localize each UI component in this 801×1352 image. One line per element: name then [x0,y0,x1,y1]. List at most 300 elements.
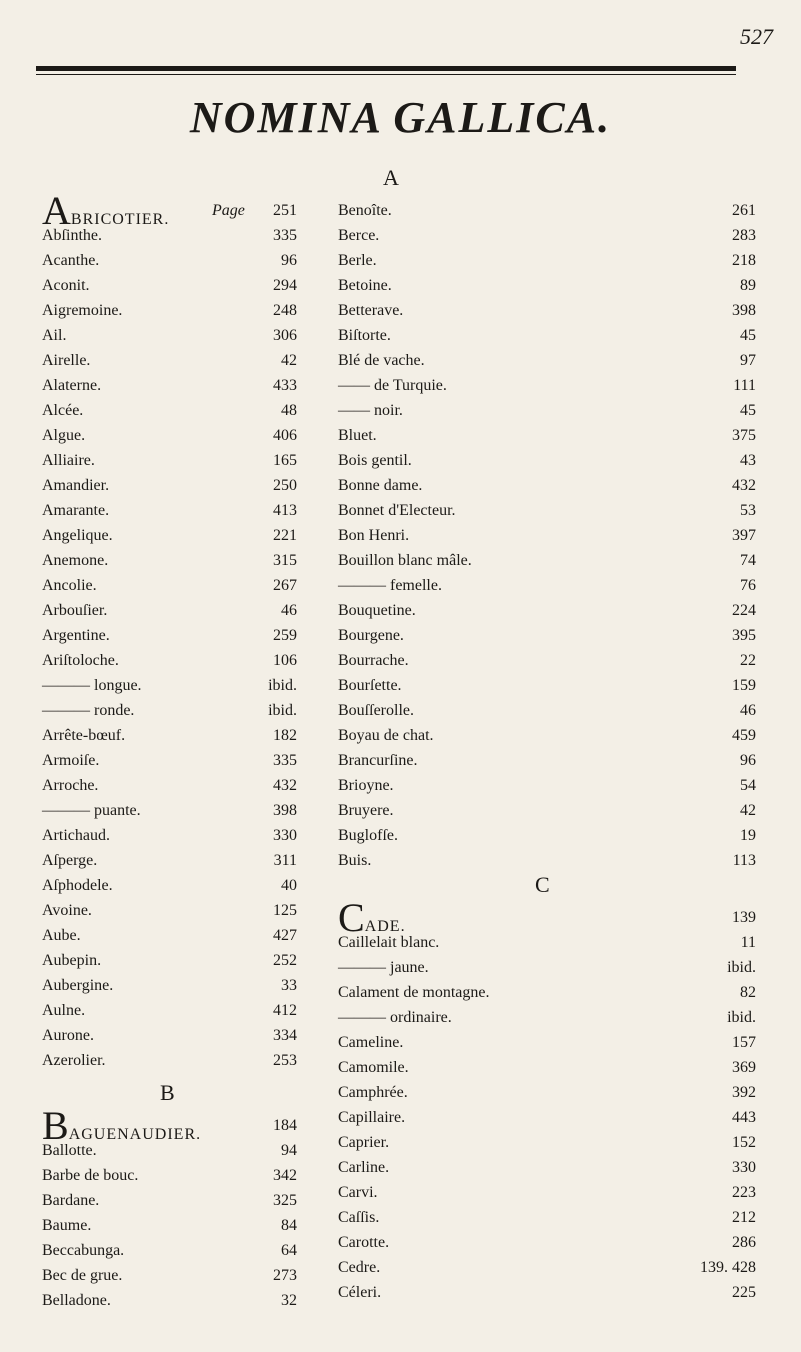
entry-page: 392 [732,1084,756,1101]
entry-term-text: Cedre. [338,1259,381,1276]
entry-term [42,698,134,723]
entry-term [338,980,490,1005]
index-entry [42,748,297,773]
entry-term-text: Boyau de chat. [338,727,434,744]
entry-page: 335 [273,227,297,244]
entry-term [338,423,377,448]
entry-page: 113 [732,852,756,869]
entry-term-text: BRICOTIER. [70,211,170,228]
entry-page: 259 [273,627,297,644]
entry-page: 157 [732,1034,756,1051]
entry-page: 261 [732,202,756,219]
entry-term [42,1188,99,1213]
entry-term-text: Ariſtoloche. [42,652,119,669]
entry-term [42,998,85,1023]
index-entry [42,623,297,648]
entry-term [42,723,125,748]
index-entry [42,548,297,573]
entry-term [42,573,97,598]
index-entry [42,1263,297,1288]
entry-term-text: Caillelait blanc. [338,934,440,951]
drop-initial: A [42,188,71,233]
entry-page: 96 [740,752,756,769]
entry-page: 42 [740,802,756,819]
index-entry [42,398,297,423]
entry-term-text: ——— femelle. [338,577,442,594]
entry-page: 252 [273,952,297,969]
entry-page: 315 [273,552,297,569]
index-entry [42,448,297,473]
header-rule-thin [36,74,736,75]
index-entry [338,473,756,498]
index-entry [42,673,297,698]
left-column-b [42,1103,297,1313]
entry-term [338,1155,389,1180]
entry-term [338,823,398,848]
entry-term-text: Bourgene. [338,627,404,644]
entry-term-text: Blé de vache. [338,352,425,369]
page-title: NOMINA GALLICA. [189,93,612,142]
entry-term [42,1138,97,1163]
index-entry [338,1255,756,1280]
section-letter-a: A [383,165,399,190]
entry-term [42,1288,111,1313]
entry-term [338,523,409,548]
entry-page: 427 [273,927,297,944]
entry-term [338,1055,409,1080]
entry-term-text: Amarante. [42,502,110,519]
entry-page: 330 [273,827,297,844]
entry-page: 46 [281,602,297,619]
index-entry [42,523,297,548]
entry-term [338,1255,380,1280]
entry-term-text: Barbe de bouc. [42,1167,139,1184]
index-entry [42,1048,297,1073]
entry-term-text: ——— ronde. [42,702,135,719]
entry-page: 398 [273,802,297,819]
right-column-b [338,198,756,873]
entry-page: 398 [732,302,756,319]
index-entry [338,348,756,373]
entry-page: 125 [273,902,297,919]
entry-page: 165 [273,452,297,469]
index-entry [42,923,297,948]
entry-term [42,973,113,998]
entry-term [338,1005,452,1030]
entry-term [338,1205,379,1230]
entry-term-text: Bois gentil. [338,452,412,469]
entry-page: 251 [273,202,297,219]
entry-page: 406 [273,427,297,444]
index-entry [42,298,297,323]
index-entry [338,223,756,248]
entry-page: 433 [273,377,297,394]
entry-page: 311 [273,852,297,869]
entry-term [338,273,392,298]
index-entry [338,623,756,648]
entry-term [338,223,379,248]
index-entry [338,248,756,273]
entry-term [338,1180,378,1205]
entry-term [42,898,92,923]
index-entry [42,423,297,448]
entry-term [42,773,98,798]
index-entry [42,1138,297,1163]
entry-term [42,623,110,648]
entry-term-text: Bourrache. [338,652,409,669]
entry-term-text: —— de Turquie. [338,377,447,394]
index-entry [42,1103,297,1148]
page-number: 527 [740,24,773,49]
index-entry [42,1188,297,1213]
index-entry [338,1205,756,1230]
entry-page: 159 [732,677,756,694]
entry-term-text: —— noir. [338,402,403,419]
entry-page: 443 [732,1109,756,1126]
index-entry [338,648,756,673]
entry-page: 40 [281,877,297,894]
entry-term [42,423,85,448]
entry-term-text: Anemone. [42,552,109,569]
index-entry [42,248,297,273]
entry-page: 412 [273,1002,297,1019]
entry-page: 45 [740,327,756,344]
entry-term-text: Arbouſier. [42,602,108,619]
entry-page: 342 [273,1167,297,1184]
index-entry [338,448,756,473]
index-entry [42,273,297,298]
index-entry [338,273,756,298]
entry-term [338,930,439,955]
entry-term [338,673,402,698]
index-entry [338,1155,756,1180]
index-entry [42,498,297,523]
index-entry [338,1230,756,1255]
entry-term-text: Calament de montagne. [338,984,490,1001]
entry-term [42,1213,91,1238]
index-entry [338,1180,756,1205]
entry-term-text: Capillaire. [338,1109,406,1126]
entry-term [42,923,81,948]
entry-term-text: Amandier. [42,477,110,494]
entry-term [338,1280,381,1305]
entry-page: ibid. [727,1009,756,1026]
entry-term-text: Bonne dame. [338,477,423,494]
entry-term-text: ——— puante. [42,802,141,819]
entry-page: 96 [281,252,297,269]
entry-term-text: ADE. [364,918,406,935]
entry-page: 212 [732,1209,756,1226]
index-entry [338,698,756,723]
entry-term-text: Aube. [42,927,81,944]
entry-page: 46 [740,702,756,719]
entry-page: 94 [281,1142,297,1159]
entry-term [42,523,113,548]
entry-term-text: Carotte. [338,1234,390,1251]
entry-page: 253 [273,1052,297,1069]
section-letter-b: B [160,1080,175,1105]
index-entry [42,323,297,348]
entry-term [42,873,113,898]
entry-term [42,323,66,348]
entry-term [42,673,142,698]
index-entry [338,1055,756,1080]
entry-term [338,648,409,673]
entry-term-text: Alaterne. [42,377,102,394]
index-entry [42,773,297,798]
entry-page: 224 [732,602,756,619]
entry-term-text: Beccabunga. [42,1242,125,1259]
entry-term [42,273,90,298]
entry-term [338,1230,389,1255]
entry-page: 395 [732,627,756,644]
index-entry [338,848,756,873]
index-entry [42,873,297,898]
entry-term [42,1238,124,1263]
entry-term [42,373,101,398]
entry-term [42,248,99,273]
entry-term-text: Brioyne. [338,777,394,794]
entry-term-text: Airelle. [42,352,91,369]
entry-term-text: Betoine. [338,277,392,294]
entry-term [338,955,429,980]
index-entry [42,1163,297,1188]
entry-term [338,1030,403,1055]
entry-term [42,748,99,773]
index-entry [338,323,756,348]
entry-page: 325 [273,1192,297,1209]
entry-page: 32 [281,1292,297,1309]
index-entry [338,298,756,323]
index-entry [42,948,297,973]
entry-term [42,598,107,623]
entry-term-text: Belladone. [42,1292,111,1309]
index-entry [338,398,756,423]
entry-page: 330 [732,1159,756,1176]
entry-term-text: Buis. [338,852,372,869]
entry-term [42,1263,122,1288]
index-entry [338,1005,756,1030]
entry-term [338,373,447,398]
entry-term [42,1048,106,1073]
entry-page: 223 [732,1184,756,1201]
entry-term-text: Aubepin. [42,952,102,969]
entry-term [42,448,95,473]
index-entry [42,473,297,498]
entry-page: 250 [273,477,297,494]
index-entry [42,1238,297,1263]
entry-page: ibid. [268,677,297,694]
entry-term-text: Carvi. [338,1184,378,1201]
entry-term-text: Bon Henri. [338,527,410,544]
entry-term-text: Ail. [42,327,67,344]
entry-term [42,1023,94,1048]
entry-page: ibid. [268,702,297,719]
entry-term [338,1105,405,1130]
index-entry [338,723,756,748]
entry-term-text: Bonnet d'Electeur. [338,502,456,519]
index-entry [338,523,756,548]
entry-term [338,698,414,723]
index-entry [338,498,756,523]
entry-page: 334 [273,1027,297,1044]
entry-page: 111 [733,377,756,394]
entry-term-text: Bouillon blanc mâle. [338,552,472,569]
entry-term [42,548,108,573]
entry-term-text: Baume. [42,1217,92,1234]
header-rule [36,66,736,71]
entry-page: 89 [740,277,756,294]
index-entry [338,798,756,823]
index-entry [338,1280,756,1305]
entry-term-text: ——— longue. [42,677,142,694]
index-entry [338,895,756,940]
index-entry [42,1288,297,1313]
entry-term [338,248,377,273]
entry-term [42,473,109,498]
index-entry [338,773,756,798]
entry-term [42,498,109,523]
entry-page: 413 [273,502,297,519]
entry-term-text: Aſphodele. [42,877,113,894]
index-entry [42,348,297,373]
entry-term [338,198,392,223]
entry-term-text: Caprier. [338,1134,390,1151]
entry-page: 43 [740,452,756,469]
entry-term [338,623,404,648]
drop-initial: B [42,1103,69,1148]
index-entry [42,573,297,598]
entry-term-text: Caſſis. [338,1209,380,1226]
entry-page: 53 [740,502,756,519]
entry-page: 54 [740,777,756,794]
index-entry [42,798,297,823]
entry-page: 273 [273,1267,297,1284]
entry-term-text: Arroche. [42,777,99,794]
entry-term-text: Bouquetine. [338,602,416,619]
entry-page: 294 [273,277,297,294]
index-entry [42,188,297,233]
index-entry [42,648,297,673]
entry-term-text: Bouſſerolle. [338,702,414,719]
index-entry [42,1023,297,1048]
entry-term [338,598,416,623]
entry-term-text: Aulne. [42,1002,86,1019]
entry-page: 221 [273,527,297,544]
index-entry [338,548,756,573]
entry-term-text: Acanthe. [42,252,100,269]
entry-page: 267 [273,577,297,594]
entry-page: 74 [740,552,756,569]
entry-term [42,648,119,673]
entry-term-text: Bec de grue. [42,1267,123,1284]
entry-term [338,398,403,423]
entry-term-text: Alcée. [42,402,84,419]
entry-page: 82 [740,984,756,1001]
entry-term-text: Ballotte. [42,1142,97,1159]
entry-page: 432 [732,477,756,494]
entry-page: 335 [273,752,297,769]
entry-page: 64 [281,1242,297,1259]
entry-term-text: Buglofſe. [338,827,398,844]
entry-page: 97 [740,352,756,369]
entry-page: 22 [740,652,756,669]
index-entry [338,673,756,698]
entry-term-text: ——— jaune. [338,959,429,976]
index-entry [338,748,756,773]
index-entry [338,573,756,598]
entry-term-text: Armoiſe. [42,752,100,769]
entry-term-text: Bardane. [42,1192,100,1209]
entry-term-text: Algue. [42,427,86,444]
entry-term [42,948,101,973]
entry-term [42,348,90,373]
entry-term-text: Brancurſine. [338,752,418,769]
entry-page: 152 [732,1134,756,1151]
entry-term [338,1130,389,1155]
entry-term-text: Aſperge. [42,852,98,869]
entry-page: 184 [273,1117,297,1134]
entry-term-text: Aigremoine. [42,302,123,319]
entry-term [338,723,434,748]
entry-term-text: Betterave. [338,302,404,319]
entry-term-text: Bourſette. [338,677,402,694]
entry-term [338,298,403,323]
entry-page: 225 [732,1284,756,1301]
entry-page: 369 [732,1059,756,1076]
entry-page: 48 [281,402,297,419]
left-column-a [42,188,297,1073]
entry-term-text: Aubergine. [42,977,114,994]
entry-term-text: Arrête-bœuf. [42,727,126,744]
entry-term [338,548,472,573]
entry-page: 84 [281,1217,297,1234]
entry-page: 182 [273,727,297,744]
entry-page: 106 [273,652,297,669]
entry-page: 286 [732,1234,756,1251]
entry-page: 218 [732,252,756,269]
section-letter-c: C [535,872,550,897]
entry-term-text: Abſinthe. [42,227,102,244]
index-entry [338,423,756,448]
index-entry [42,823,297,848]
entry-term [42,298,122,323]
page-column-header: Page [212,202,245,219]
entry-term [338,773,394,798]
entry-term [338,798,394,823]
index-entry [42,898,297,923]
entry-term-text: Camomile. [338,1059,409,1076]
entry-page: 397 [732,527,756,544]
entry-term-text: Berle. [338,252,377,269]
entry-page: 432 [273,777,297,794]
entry-term-text: Camphrée. [338,1084,408,1101]
index-entry [42,998,297,1023]
index-entry [42,973,297,998]
entry-page: 76 [740,577,756,594]
index-entry [42,723,297,748]
entry-term-text: AGUENAUDIER. [68,1126,202,1143]
index-entry [338,598,756,623]
index-entry [42,1213,297,1238]
entry-page: 139 [732,909,756,926]
index-entry [338,1030,756,1055]
entry-term-text: Aurone. [42,1027,94,1044]
entry-term [338,448,412,473]
index-entry [338,955,756,980]
entry-term [42,1163,138,1188]
entry-term [42,798,141,823]
